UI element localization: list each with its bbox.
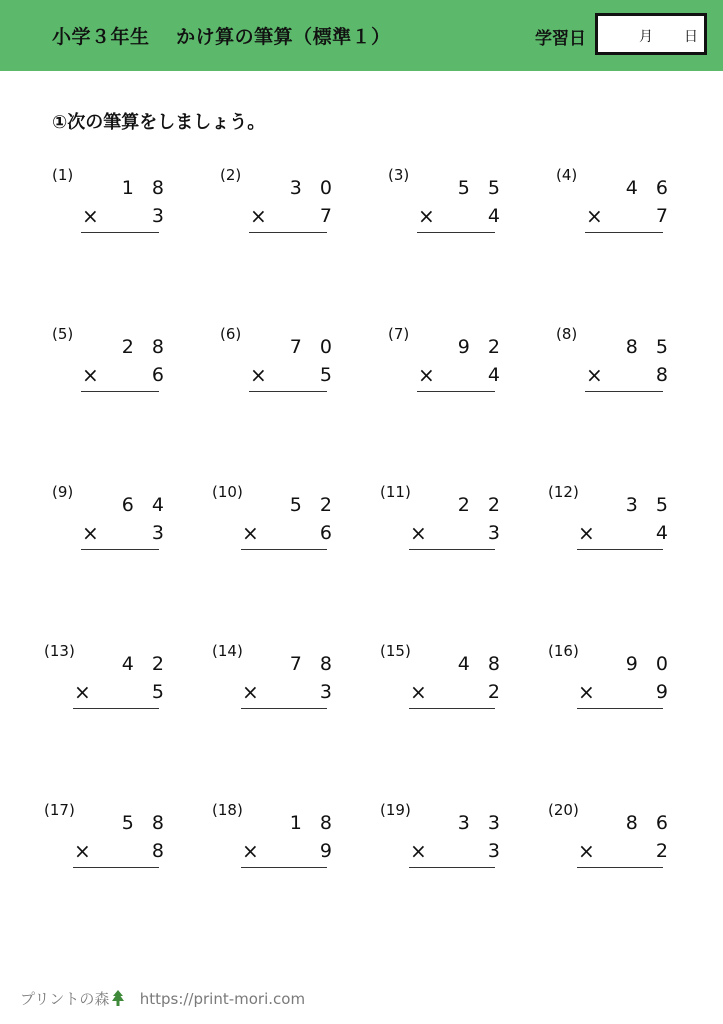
problem-number: (3) xyxy=(388,166,410,184)
answer-line xyxy=(241,867,327,868)
problem-number: (5) xyxy=(52,325,74,343)
multiplicand: 9 0 xyxy=(625,653,674,675)
answer-line xyxy=(81,549,159,550)
problem-number: (1) xyxy=(52,166,74,184)
answer-line xyxy=(241,708,327,709)
multiplier: 2 xyxy=(655,840,668,862)
problem-item xyxy=(220,166,340,246)
times-sign: × xyxy=(410,680,427,704)
problem-item xyxy=(556,325,676,405)
multiplier: 8 xyxy=(655,364,668,386)
times-sign: × xyxy=(410,839,427,863)
times-sign: × xyxy=(586,204,603,228)
day-label: 日 xyxy=(684,29,698,45)
answer-line xyxy=(81,232,159,233)
problem-item xyxy=(52,483,172,563)
times-sign: × xyxy=(82,363,99,387)
problem-number: (2) xyxy=(220,166,242,184)
answer-line xyxy=(585,391,663,392)
multiplicand: 3 5 xyxy=(625,494,674,516)
multiplicand: 5 2 xyxy=(289,494,338,516)
problem-item xyxy=(388,325,508,405)
problem-item xyxy=(44,801,172,881)
problem-item xyxy=(556,166,676,246)
problem-number: (15) xyxy=(380,642,411,660)
multiplier: 5 xyxy=(319,364,332,386)
problem-number: (8) xyxy=(556,325,578,343)
multiplicand: 3 0 xyxy=(289,177,338,199)
multiplicand: 1 8 xyxy=(289,812,338,834)
times-sign: × xyxy=(250,204,267,228)
problem-item xyxy=(380,642,508,722)
answer-line xyxy=(417,232,495,233)
times-sign: × xyxy=(586,363,603,387)
multiplicand: 2 8 xyxy=(121,336,170,358)
multiplicand: 8 6 xyxy=(625,812,674,834)
problem-number: (6) xyxy=(220,325,242,343)
multiplier: 5 xyxy=(151,681,164,703)
multiplicand: 5 5 xyxy=(457,177,506,199)
multiplicand: 1 8 xyxy=(121,177,170,199)
answer-line xyxy=(409,549,495,550)
times-sign: × xyxy=(82,521,99,545)
problem-number: (7) xyxy=(388,325,410,343)
problem-number: (4) xyxy=(556,166,578,184)
problem-number: (20) xyxy=(548,801,579,819)
multiplier: 3 xyxy=(487,522,500,544)
instruction-text: ①次の筆算をしましょう。 xyxy=(52,112,266,133)
answer-line xyxy=(417,391,495,392)
month-label: 月 xyxy=(639,29,653,45)
answer-line xyxy=(409,867,495,868)
times-sign: × xyxy=(578,521,595,545)
problem-item xyxy=(548,801,676,881)
times-sign: × xyxy=(578,839,595,863)
multiplier: 4 xyxy=(487,205,500,227)
multiplicand: 4 8 xyxy=(457,653,506,675)
answer-line xyxy=(585,232,663,233)
answer-line xyxy=(249,391,327,392)
problem-number: (17) xyxy=(44,801,75,819)
times-sign: × xyxy=(418,363,435,387)
multiplier: 7 xyxy=(319,205,332,227)
multiplicand: 7 0 xyxy=(289,336,338,358)
multiplier: 6 xyxy=(319,522,332,544)
answer-line xyxy=(81,391,159,392)
problem-item xyxy=(44,642,172,722)
times-sign: × xyxy=(578,680,595,704)
problem-item xyxy=(212,801,340,881)
times-sign: × xyxy=(74,839,91,863)
multiplier: 6 xyxy=(151,364,164,386)
footer-brand: プリントの森 xyxy=(20,990,110,1008)
answer-line xyxy=(409,708,495,709)
multiplicand: 8 5 xyxy=(625,336,674,358)
date-box[interactable] xyxy=(595,13,707,55)
problem-item xyxy=(212,642,340,722)
problem-item xyxy=(220,325,340,405)
problem-item xyxy=(380,801,508,881)
answer-line xyxy=(249,232,327,233)
problem-item xyxy=(212,483,340,563)
multiplier: 4 xyxy=(487,364,500,386)
times-sign: × xyxy=(418,204,435,228)
page-title: 小学３年生 かけ算の筆算（標準１） xyxy=(52,26,391,48)
header-bar xyxy=(0,0,723,71)
multiplier: 3 xyxy=(151,522,164,544)
problem-number: (14) xyxy=(212,642,243,660)
multiplicand: 6 4 xyxy=(121,494,170,516)
footer-url: https://print-mori.com xyxy=(139,990,306,1008)
times-sign: × xyxy=(74,680,91,704)
multiplicand: 4 2 xyxy=(121,653,170,675)
problem-item xyxy=(388,166,508,246)
problem-number: (9) xyxy=(52,483,74,501)
multiplier: 3 xyxy=(319,681,332,703)
problem-number: (19) xyxy=(380,801,411,819)
problem-number: (11) xyxy=(380,483,411,501)
multiplier: 2 xyxy=(487,681,500,703)
answer-line xyxy=(73,867,159,868)
answer-line xyxy=(73,708,159,709)
multiplier: 4 xyxy=(655,522,668,544)
multiplicand: 9 2 xyxy=(457,336,506,358)
times-sign: × xyxy=(82,204,99,228)
tree-icon xyxy=(111,990,125,1006)
multiplier: 7 xyxy=(655,205,668,227)
answer-line xyxy=(577,549,663,550)
multiplicand: 3 3 xyxy=(457,812,506,834)
problem-number: (10) xyxy=(212,483,243,501)
multiplier: 9 xyxy=(655,681,668,703)
times-sign: × xyxy=(242,839,259,863)
multiplicand: 2 2 xyxy=(457,494,506,516)
problem-item xyxy=(548,642,676,722)
multiplier: 8 xyxy=(151,840,164,862)
footer xyxy=(20,988,305,1009)
problem-number: (12) xyxy=(548,483,579,501)
problem-number: (18) xyxy=(212,801,243,819)
times-sign: × xyxy=(242,680,259,704)
multiplier: 3 xyxy=(487,840,500,862)
problem-number: (16) xyxy=(548,642,579,660)
problem-number: (13) xyxy=(44,642,75,660)
times-sign: × xyxy=(242,521,259,545)
date-label: 学習日 xyxy=(535,29,586,49)
answer-line xyxy=(577,708,663,709)
multiplicand: 4 6 xyxy=(625,177,674,199)
answer-line xyxy=(241,549,327,550)
multiplicand: 7 8 xyxy=(289,653,338,675)
times-sign: × xyxy=(250,363,267,387)
problem-item xyxy=(52,325,172,405)
multiplicand: 5 8 xyxy=(121,812,170,834)
problem-item xyxy=(52,166,172,246)
problem-item xyxy=(380,483,508,563)
problem-item xyxy=(548,483,676,563)
times-sign: × xyxy=(410,521,427,545)
multiplier: 9 xyxy=(319,840,332,862)
answer-line xyxy=(577,867,663,868)
multiplier: 3 xyxy=(151,205,164,227)
